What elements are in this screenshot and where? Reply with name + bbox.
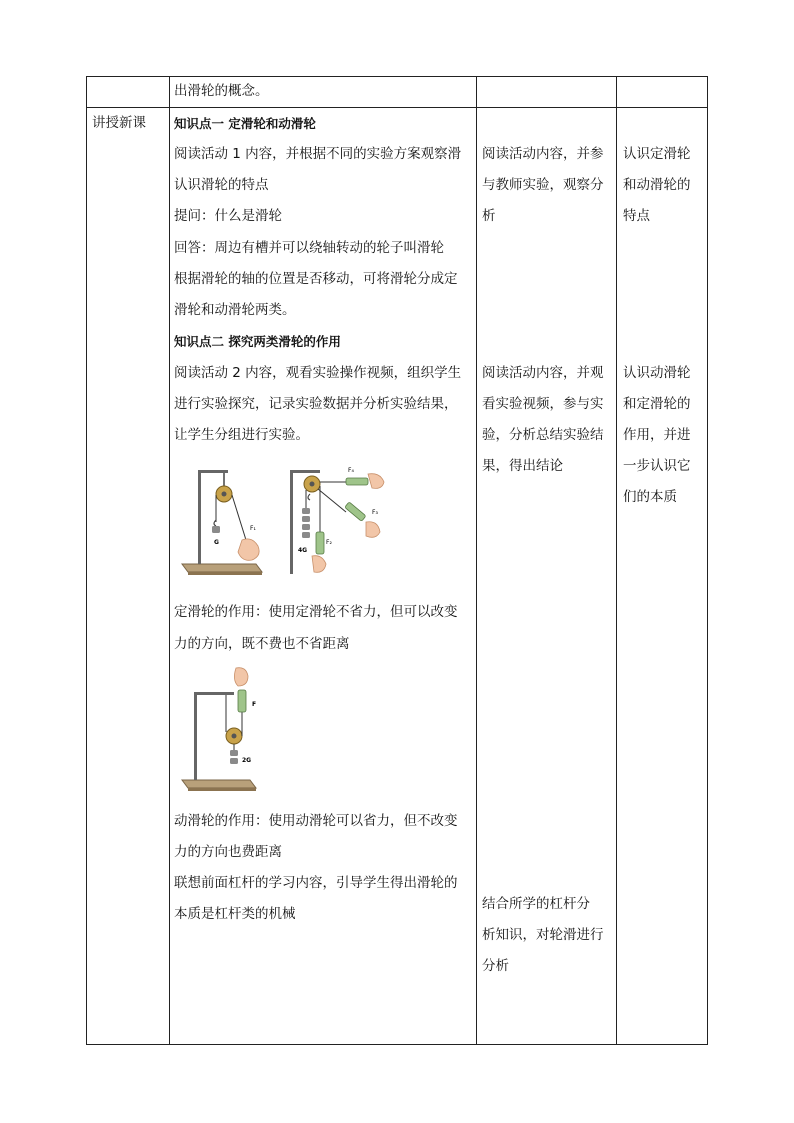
fixed-pulley-line: 力的方向，既不费也不省距离 bbox=[174, 636, 350, 652]
kp2-line: 让学生分组进行实验。 bbox=[174, 427, 309, 443]
force-label-f4 bbox=[348, 467, 354, 474]
movable-pulley-line: 力的方向也费距离 bbox=[174, 844, 282, 860]
design-goal-2: 作用，并进 bbox=[623, 427, 691, 443]
force-label-g bbox=[214, 539, 219, 546]
student-activity-1: 析 bbox=[482, 208, 496, 224]
force-label-2g bbox=[242, 757, 251, 764]
kp2-line: 进行实验探究，记录实验数据并分析实验结果， bbox=[174, 396, 458, 412]
kp1-line: 回答：周边有槽并可以绕轴转动的轮子叫滑轮 bbox=[174, 240, 444, 256]
hand-icon bbox=[368, 474, 384, 489]
student-activity-2: 验，分析总结实验结 bbox=[482, 427, 604, 443]
col-divider-1 bbox=[169, 77, 170, 1044]
student-activity-3: 结合所学的杠杆分 bbox=[482, 896, 590, 912]
kp1-line: 滑轮和动滑轮两类。 bbox=[174, 302, 296, 318]
stage-label: 讲授新课 bbox=[92, 115, 146, 131]
fixed-pulley-line: 定滑轮的作用：使用定滑轮不省力，但可以改变 bbox=[174, 604, 458, 620]
hand-icon bbox=[238, 539, 259, 560]
svg-text:F₄: F₄ bbox=[348, 467, 354, 474]
col-divider-2 bbox=[476, 77, 477, 1044]
prev-row-text: 出滑轮的概念。 bbox=[174, 83, 269, 99]
fixed-pulley-figure bbox=[180, 462, 270, 578]
kp2-line: 阅读活动 2 内容，观看实验操作视频，组织学生 bbox=[174, 365, 462, 381]
hand-icon bbox=[234, 668, 248, 686]
hand-icon bbox=[366, 522, 380, 538]
movable-pulley-line: 联想前面杠杆的学习内容，引导学生得出滑轮的 bbox=[174, 875, 458, 891]
design-goal-2: 认识动滑轮 bbox=[623, 365, 691, 381]
student-activity-3: 分析 bbox=[482, 958, 509, 974]
kp1-line: 提问：什么是滑轮 bbox=[174, 208, 282, 224]
svg-text:F₃: F₃ bbox=[372, 509, 378, 516]
design-goal-2: 一步认识它 bbox=[623, 458, 691, 474]
kp2-title: 知识点二 探究两类滑轮的作用 bbox=[174, 334, 341, 349]
student-activity-1: 阅读活动内容，并参 bbox=[482, 146, 604, 162]
svg-text:4G: 4G bbox=[298, 547, 308, 554]
svg-text:F: F bbox=[252, 701, 257, 708]
design-goal-1: 和动滑轮的 bbox=[623, 177, 691, 193]
design-goal-2: 们的本质 bbox=[623, 489, 677, 505]
force-label-f2 bbox=[326, 539, 332, 546]
kp1-line: 认识滑轮的特点 bbox=[174, 177, 269, 193]
svg-text:F₁: F₁ bbox=[250, 525, 256, 532]
student-activity-3: 析知识，对轮滑进行 bbox=[482, 927, 604, 943]
fixed-pulley-directions-figure bbox=[280, 462, 400, 578]
kp1-line: 根据滑轮的轴的位置是否移动，可将滑轮分成定 bbox=[174, 271, 458, 287]
force-label-4g bbox=[298, 547, 307, 554]
student-activity-1: 与教师实验，观察分 bbox=[482, 177, 604, 193]
force-label-f3 bbox=[372, 509, 378, 516]
movable-pulley-line: 动滑轮的作用：使用动滑轮可以省力，但不改变 bbox=[174, 813, 458, 829]
student-activity-2: 看实验视频，参与实 bbox=[482, 396, 604, 412]
design-goal-1: 认识定滑轮 bbox=[623, 146, 691, 162]
design-goal-1: 特点 bbox=[623, 208, 650, 224]
student-activity-2: 阅读活动内容，并观 bbox=[482, 365, 604, 381]
force-label-f1 bbox=[250, 525, 256, 532]
kp1-title: 知识点一 定滑轮和动滑轮 bbox=[174, 116, 316, 131]
movable-pulley-line: 本质是杠杆类的机械 bbox=[174, 906, 296, 922]
force-label-f bbox=[252, 701, 256, 708]
student-activity-2: 果，得出结论 bbox=[482, 458, 563, 474]
design-goal-2: 和定滑轮的 bbox=[623, 396, 691, 412]
svg-text:2G: 2G bbox=[242, 757, 252, 764]
hand-icon bbox=[312, 556, 326, 573]
kp1-line: 阅读活动 1 内容，并根据不同的实验方案观察滑 bbox=[174, 146, 462, 162]
col-divider-3 bbox=[616, 77, 617, 1044]
movable-pulley-figure bbox=[180, 664, 270, 794]
svg-text:G: G bbox=[214, 539, 219, 546]
svg-text:F₂: F₂ bbox=[326, 539, 332, 546]
